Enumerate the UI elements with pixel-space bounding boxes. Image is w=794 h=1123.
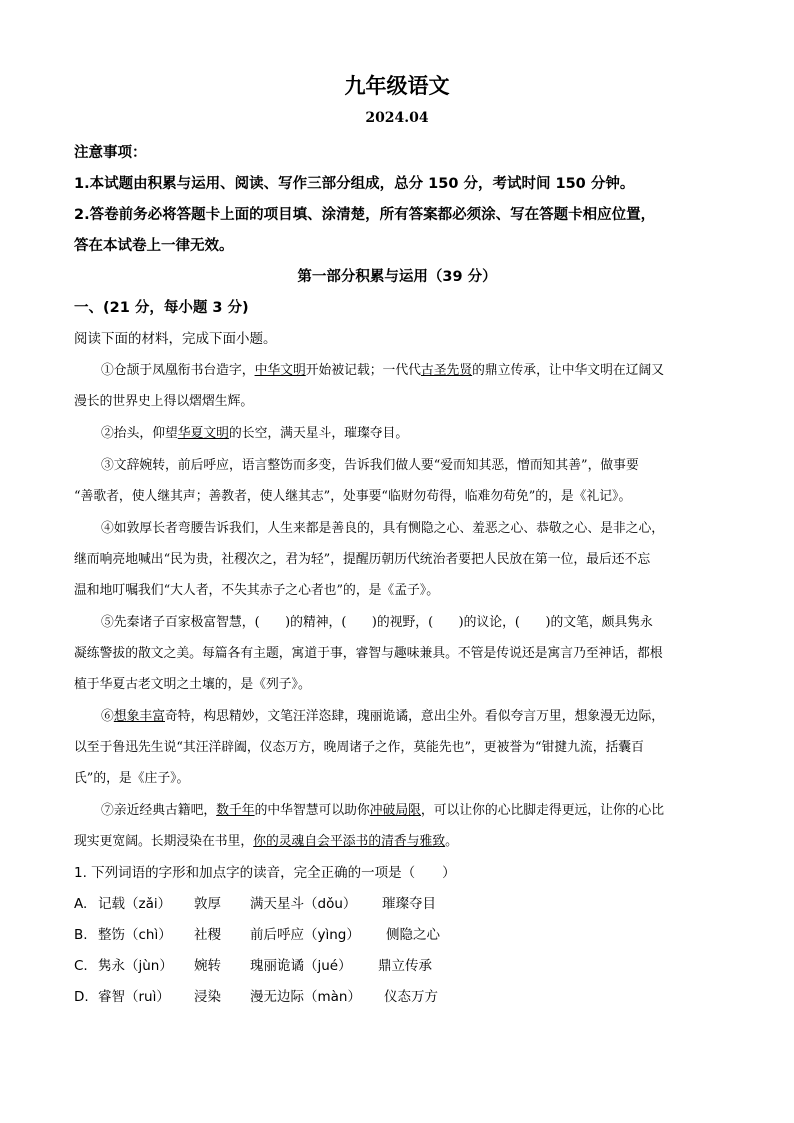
text: ②抬头，仰望 <box>101 426 178 441</box>
option-word: 璀璨夺目 <box>382 896 436 912</box>
option-label: B. <box>74 927 88 943</box>
notice-item-2-cont: 答在本试卷上一律无效。 <box>74 238 234 254</box>
option-word: 仪态万方 <box>384 989 438 1005</box>
option-word: 敦厚 <box>194 896 221 912</box>
option-word: 记载（zǎi） <box>98 896 172 912</box>
option-word: 整饬（chì） <box>98 927 172 943</box>
underlined-term: 想象丰富 <box>113 709 165 724</box>
text: ⑥ <box>101 709 114 724</box>
option-word: 睿智（ruì） <box>98 989 170 1005</box>
text: ，可以让你的心比脚走得更远，让你的心比 <box>420 803 665 818</box>
option-c[interactable] <box>74 954 432 974</box>
option-word: 浸染 <box>194 989 221 1005</box>
para-6-line-3: 氏”的，是《庄子》。 <box>74 771 190 786</box>
text: 开始被记载；一代代 <box>305 363 421 378</box>
option-d[interactable] <box>74 985 438 1005</box>
page-title: 九年级语文 <box>344 74 450 98</box>
para-3-line-1: ③文辞婉转，前后呼应，语言整饬而多变，告诉我们做人要“爱而知其恶，憎而知其善”，做事要 <box>101 458 639 473</box>
section-1-heading: 第一部分积累与运用（39 分） <box>297 269 497 285</box>
option-word: 婉转 <box>194 958 221 974</box>
underlined-term: 华夏文明 <box>177 426 229 441</box>
para-5-line-1: ⑤先秦诸子百家极富智慧，( )的精神，( )的视野，( )的议论，( )的文笔，颇具隽永 <box>101 615 653 630</box>
para-1-line-1 <box>101 359 664 378</box>
text: 现实更宽阔。长期浸染在书里， <box>74 834 254 849</box>
underlined-term: 中华文明 <box>254 363 306 378</box>
text: 的长空，满天星斗，璀璨夺目。 <box>228 426 409 441</box>
para-7-line-2 <box>74 830 458 849</box>
para-4-line-2: 继而响亮地喊出“民为贵，社稷次之，君为轻”，提醒历朝历代统治者要把人民放在第一位，最后还不忘 <box>74 552 651 567</box>
underlined-term: 数千年 <box>216 803 255 818</box>
notice-item-1: 1.本试题由积累与运用、阅读、写作三部分组成，总分 150 分，考试时间 150 分钟。 <box>74 176 635 192</box>
option-label: C. <box>74 958 88 974</box>
option-word: 前后呼应（yìng） <box>250 927 360 943</box>
exam-date: 2024.04 <box>365 110 429 126</box>
para-3-line-2: “善歌者，使人继其声；善教者，使人继其志”，处事要“临财勿苟得，临难勿苟免”的，是《礼记》。 <box>74 489 632 504</box>
para-5-line-3: 植于华夏古老文明之土壤的，是《列子》。 <box>74 677 311 692</box>
notice-heading: 注意事项： <box>74 145 147 161</box>
para-6-line-1 <box>101 705 664 724</box>
option-word: 社稷 <box>194 927 221 943</box>
text: 奇特，构思精妙，文笔汪洋恣肆，瑰丽诡谲，意出尘外。看似夸言万里，想象漫无边际， <box>164 709 665 724</box>
option-label: D. <box>74 989 89 1005</box>
instruction: 阅读下面的材料，完成下面小题。 <box>74 331 277 347</box>
para-2 <box>101 422 408 441</box>
question-1-stem: 1. 下列词语的字形和加点字的读音，完全正确的一项是（ ） <box>74 865 456 881</box>
option-b[interactable] <box>74 923 440 943</box>
para-6-line-2: 以至于鲁迅先生说“其汪洋辟阖，仪态万方，晚周诸子之作，莫能先也”，更被誉为“钳揵九流，括囊百 <box>74 740 644 755</box>
text: ①仓颉于凤凰衔书台造字， <box>101 363 255 378</box>
underlined-sentence: 你的灵魂自会平添书的清香与雅致 <box>253 834 446 849</box>
option-word: 隽永（jùn） <box>98 958 173 974</box>
underlined-term: 古圣先贤 <box>420 363 473 378</box>
option-word: 鼎立传承 <box>378 958 432 974</box>
para-1-line-2: 漫长的世界史上得以熠熠生辉。 <box>74 394 254 409</box>
notice-item-2: 2.答卷前务必将答题卡上面的项目填、涂清楚，所有答案都必须涂、写在答题卡相应位置， <box>74 207 656 223</box>
para-4-line-3: 温和地叮嘱我们“大人者，不失其赤子之心者也”的，是《孟子》。 <box>74 583 439 598</box>
option-word: 满天星斗（dǒu） <box>250 896 357 912</box>
question-group-heading: 一、(21 分，每小题 3 分) <box>74 300 249 316</box>
text: ⑦亲近经典古籍吧， <box>101 803 217 818</box>
para-4-line-1: ④如敦厚长者弯腰告诉我们，人生来都是善良的，具有恻隐之心、羞恶之心、恭敬之心、是非之心， <box>101 521 665 536</box>
option-word: 瑰丽诡谲（jué） <box>250 958 352 974</box>
option-a[interactable] <box>74 892 436 912</box>
text: 的中华智慧可以助你 <box>254 803 370 818</box>
option-label: A. <box>74 896 88 912</box>
option-word: 侧隐之心 <box>386 927 440 943</box>
option-word: 漫无边际（màn） <box>250 989 361 1005</box>
text: 的鼎立传承，让中华文明在辽阔又 <box>472 363 665 378</box>
para-7-line-1 <box>101 799 664 818</box>
para-5-line-2: 凝练警拔的散文之美。每篇各有主题，寓道于事，睿智与趣味兼具。不管是传说还是寓言乃至神话，都根 <box>74 646 663 661</box>
text: 。 <box>445 834 458 849</box>
underlined-term: 冲破局限 <box>369 803 421 818</box>
